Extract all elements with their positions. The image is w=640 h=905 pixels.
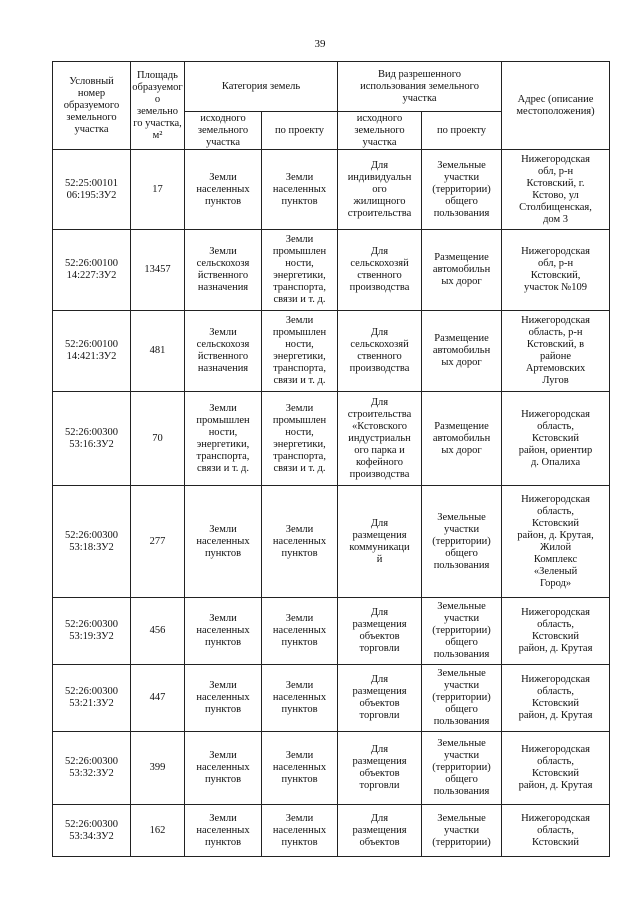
cell-category-project: Земли населенных пунктов	[262, 486, 338, 598]
cell-use-project: Размещение автомобильн ых дорог	[422, 311, 502, 392]
cell-address: Нижегородская область, Кстовский район, д. Крутая	[502, 665, 610, 732]
cell-category-project: Земли населенных пунктов	[262, 805, 338, 857]
cell-use-project: Земельные участки (территории) общего пользования	[422, 486, 502, 598]
header-category-original: исходного земельного участка	[185, 112, 262, 150]
table-row	[53, 486, 610, 598]
header-use-project: по проекту	[422, 112, 502, 150]
cell-area: 456	[131, 598, 185, 665]
cell-use-project: Земельные участки (территории) общего пользования	[422, 150, 502, 230]
table-header-row	[53, 62, 610, 112]
cell-conditional-number: 52:26:00100 14:227:ЗУ2	[53, 230, 131, 311]
cell-category-project: Земли населенных пунктов	[262, 150, 338, 230]
cell-use-project: Размещение автомобильн ых дорог	[422, 230, 502, 311]
cell-use-original: Для размещения объектов торговли	[338, 665, 422, 732]
table-row	[53, 665, 610, 732]
land-plots-table	[52, 61, 610, 857]
table-row	[53, 150, 610, 230]
cell-use-project: Земельные участки (территории) общего пользования	[422, 732, 502, 805]
cell-area: 13457	[131, 230, 185, 311]
cell-category-project: Земли населенных пунктов	[262, 598, 338, 665]
cell-address: Нижегородская обл, р-н Кстовский, участок №109	[502, 230, 610, 311]
header-conditional-number: Условный номер образуемого земельного участка	[53, 62, 131, 150]
cell-category-project: Земли промышлен ности, энергетики, транспорта, связи и т. д.	[262, 311, 338, 392]
cell-category-original: Земли населенных пунктов	[185, 486, 262, 598]
header-land-category: Категория земель	[185, 62, 338, 112]
cell-category-project: Земли промышлен ности, энергетики, транспорта, связи и т. д.	[262, 230, 338, 311]
cell-category-original: Земли сельскохозя йственного назначения	[185, 311, 262, 392]
cell-category-original: Земли промышлен ности, энергетики, транспорта, связи и т. д.	[185, 392, 262, 486]
cell-area: 277	[131, 486, 185, 598]
cell-category-original: Земли населенных пунктов	[185, 665, 262, 732]
cell-use-project: Земельные участки (территории) общего пользования	[422, 598, 502, 665]
header-area: Площадь образуемого земельно го участка, м²	[131, 62, 185, 150]
cell-use-original: Для индивидуальн ого жилищного строительства	[338, 150, 422, 230]
cell-category-project: Земли населенных пунктов	[262, 665, 338, 732]
cell-conditional-number: 52:26:00300 53:18:ЗУ2	[53, 486, 131, 598]
header-permitted-use: Вид разрешенного использования земельного участка	[338, 62, 502, 112]
cell-conditional-number: 52:26:00300 53:19:ЗУ2	[53, 598, 131, 665]
table-row	[53, 230, 610, 311]
cell-category-original: Земли сельскохозя йственного назначения	[185, 230, 262, 311]
cell-address: Нижегородская область, Кстовский район, д. Крутая	[502, 732, 610, 805]
header-category-project: по проекту	[262, 112, 338, 150]
table-row	[53, 805, 610, 857]
cell-category-project: Земли населенных пунктов	[262, 732, 338, 805]
cell-address: Нижегородская область, Кстовский район, д. Крутая, Жилой Комплекс «Зеленый Город»	[502, 486, 610, 598]
cell-address: Нижегородская область, р-н Кстовский, в районе Артемовских Лугов	[502, 311, 610, 392]
table-row	[53, 392, 610, 486]
cell-use-original: Для размещения коммуникаци й	[338, 486, 422, 598]
table-row	[53, 732, 610, 805]
table-row	[53, 598, 610, 665]
cell-use-original: Для сельскохозяй ственного производства	[338, 230, 422, 311]
cell-conditional-number: 52:26:00300 53:32:ЗУ2	[53, 732, 131, 805]
cell-area: 447	[131, 665, 185, 732]
cell-area: 399	[131, 732, 185, 805]
cell-address: Нижегородская область, Кстовский район, ориентир д. Опалиха	[502, 392, 610, 486]
cell-use-original: Для размещения объектов	[338, 805, 422, 857]
cell-use-project: Земельные участки (территории)	[422, 805, 502, 857]
cell-area: 481	[131, 311, 185, 392]
cell-category-original: Земли населенных пунктов	[185, 732, 262, 805]
cell-conditional-number: 52:26:00300 53:34:ЗУ2	[53, 805, 131, 857]
cell-use-project: Земельные участки (территории) общего пользования	[422, 665, 502, 732]
cell-use-original: Для сельскохозяй ственного производства	[338, 311, 422, 392]
cell-area: 70	[131, 392, 185, 486]
header-use-original: исходного земельного участка	[338, 112, 422, 150]
cell-address: Нижегородская область, Кстовский	[502, 805, 610, 857]
cell-conditional-number: 52:26:00300 53:16:ЗУ2	[53, 392, 131, 486]
cell-category-project: Земли промышлен ности, энергетики, транспорта, связи и т. д.	[262, 392, 338, 486]
cell-conditional-number: 52:25:00101 06:195:ЗУ2	[53, 150, 131, 230]
cell-address: Нижегородская область, Кстовский район, д. Крутая	[502, 598, 610, 665]
cell-use-original: Для размещения объектов торговли	[338, 598, 422, 665]
cell-category-original: Земли населенных пунктов	[185, 150, 262, 230]
cell-area: 17	[131, 150, 185, 230]
cell-address: Нижегородская обл, р-н Кстовский, г. Кстово, ул Столбищенская, дом 3	[502, 150, 610, 230]
cell-conditional-number: 52:26:00300 53:21:ЗУ2	[53, 665, 131, 732]
cell-category-original: Земли населенных пунктов	[185, 598, 262, 665]
cell-use-original: Для строительства «Кстовского индустриальн ого парка и кофейного производства	[338, 392, 422, 486]
page-number: 39	[314, 38, 326, 50]
cell-conditional-number: 52:26:00100 14:421:ЗУ2	[53, 311, 131, 392]
cell-use-project: Размещение автомобильн ых дорог	[422, 392, 502, 486]
cell-use-original: Для размещения объектов торговли	[338, 732, 422, 805]
cell-category-original: Земли населенных пунктов	[185, 805, 262, 857]
cell-area: 162	[131, 805, 185, 857]
header-address: Адрес (описание местоположения)	[502, 62, 610, 150]
table-row	[53, 311, 610, 392]
